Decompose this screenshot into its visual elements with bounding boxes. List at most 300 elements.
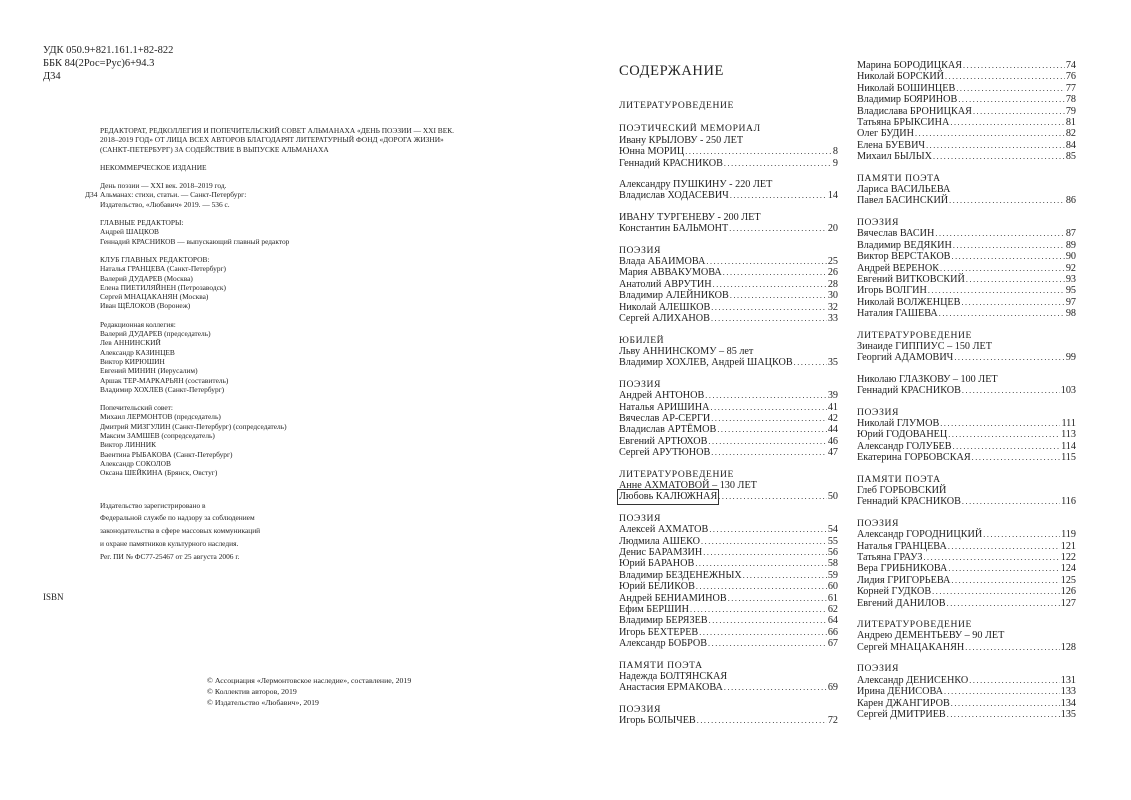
toc-entry-author: Николай АЛЕШКОВ — [619, 301, 711, 313]
toc-entry[interactable] — [857, 285, 1076, 296]
toc-entry-author: Владимир БОЯРИНОВ — [857, 94, 958, 106]
toc-entry-author: Владимир БЕРЯЗЕВ — [619, 615, 708, 627]
toc-subheading: Ивану КРЫЛОВУ - 250 ЛЕТ — [619, 134, 744, 146]
toc-page-number: 39 — [827, 390, 838, 402]
toc-entry-author: Евгений АРТЮХОВ — [619, 435, 708, 447]
toc-entry[interactable] — [619, 190, 838, 201]
toc-entry[interactable] — [857, 698, 1076, 709]
toc-entry-author: Владимир АЛЕЙНИКОВ — [619, 290, 729, 302]
toc-section — [857, 374, 1076, 397]
toc-leader-dots — [947, 709, 1060, 720]
toc-entry-author: Юнна МОРИЦ — [619, 146, 685, 158]
toc-page-number: 103 — [1060, 385, 1076, 397]
toc-entry[interactable] — [857, 429, 1076, 440]
toc-section-heading: ПОЭЗИЯ — [619, 378, 662, 390]
catalog-line: Альманах: стихи, статьи. — Санкт-Петербург: — [100, 190, 247, 200]
toc-entry-author: Вера ГРИБНИКОВА — [857, 563, 948, 575]
toc-section-heading: ПОЭЗИЯ — [857, 517, 900, 529]
toc-page-number: 14 — [827, 190, 838, 202]
trustee-member: Ваентина РЫБАКОВА (Санкт-Петербург) — [100, 449, 233, 459]
toc-section — [619, 469, 838, 503]
toc-entry[interactable] — [857, 128, 1076, 139]
author-mark: Д34 — [43, 71, 61, 82]
toc-entry[interactable] — [857, 529, 1076, 540]
toc-section — [619, 123, 838, 169]
toc-entry[interactable] — [857, 418, 1076, 429]
toc-leader-dots — [956, 83, 1065, 94]
toc-entry[interactable] — [857, 263, 1076, 274]
toc-page-number: 56 — [827, 547, 838, 558]
toc-entry[interactable] — [857, 352, 1076, 363]
toc-section-heading: ПОЭЗИЯ — [857, 216, 900, 228]
toc-subheading: Лариса ВАСИЛЬЕВА — [857, 184, 951, 196]
toc-entry[interactable] — [619, 638, 838, 649]
toc-entry[interactable] — [857, 297, 1076, 308]
toc-entry[interactable] — [619, 357, 838, 368]
toc-entry[interactable] — [619, 256, 838, 267]
toc-entry-author: Юрий ГОДОВАНЕЦ — [857, 429, 948, 441]
toc-leader-dots — [940, 418, 1060, 429]
toc-leader-dots — [706, 256, 826, 267]
isbn-label: ISBN — [43, 592, 64, 602]
toc-entry[interactable] — [619, 615, 838, 626]
toc-entry-author: Константин БАЛЬМОНТ — [619, 223, 729, 235]
toc-subheading: Николаю ГЛАЗКОВУ – 100 ЛЕТ — [857, 373, 998, 385]
toc-entry[interactable] — [619, 313, 838, 324]
toc-entry[interactable] — [857, 83, 1076, 94]
toc-entry[interactable] — [619, 223, 838, 234]
toc-entry[interactable] — [619, 413, 838, 424]
toc-subheading: Зинаиде ГИППИУС – 150 ЛЕТ — [857, 340, 992, 352]
toc-entry[interactable] — [619, 402, 838, 413]
toc-leader-dots — [962, 385, 1060, 396]
toc-page-number: 76 — [1065, 71, 1076, 83]
editor-name: Андрей ШАЦКОВ — [100, 227, 159, 237]
toc-entry[interactable] — [857, 274, 1076, 285]
toc-column-right — [857, 60, 1076, 720]
board-member: Владимир ХОХЛЕВ (Санкт-Петербург) — [100, 384, 225, 394]
toc-entry-author: Сергей АЛИХАНОВ — [619, 313, 710, 325]
toc-section — [619, 660, 838, 694]
copyright-block — [207, 676, 411, 708]
toc-entry-author: Андрей БЕНИАМИНОВ — [619, 592, 727, 604]
toc-page-number: 46 — [827, 435, 838, 447]
toc-entry-author: Лидия ГРИГОРЬЕВА — [857, 574, 951, 586]
trustee-member: Михаил ЛЕРМОНТОВ (председатель) — [100, 412, 221, 422]
toc-entry[interactable] — [857, 441, 1076, 452]
toc-entry-author: Геннадий КРАСНИКОВ — [619, 157, 723, 169]
toc-page-number: 98 — [1065, 308, 1076, 320]
toc-entry[interactable] — [857, 541, 1076, 552]
toc-leader-dots — [709, 615, 827, 626]
toc-entry[interactable] — [857, 106, 1076, 117]
toc-page-number: 134 — [1060, 697, 1076, 709]
catalog-entry — [85, 181, 520, 209]
toc-page-number: 9 — [832, 157, 838, 169]
toc-leader-dots — [685, 146, 832, 157]
toc-page-number: 119 — [1061, 529, 1076, 541]
trustee-member: Виктор ЛИННИК — [100, 440, 157, 450]
toc-leader-dots — [728, 593, 827, 604]
toc-leader-dots — [961, 297, 1064, 308]
toc-entry[interactable] — [857, 586, 1076, 597]
toc-entry-author: Игорь БОЛЫЧЕВ — [619, 715, 696, 727]
toc-entry-author: Людмила АШЕКО — [619, 535, 700, 547]
toc-entry[interactable] — [619, 491, 838, 502]
toc-entry[interactable] — [857, 496, 1076, 507]
acknowledgement-line: РЕДАКТОРАТ, РЕДКОЛЛЕГИЯ И ПОПЕЧИТЕЛЬСКИЙ СОВЕТ АЛЬМАНАХА «ДЕНЬ ПОЭЗИИ — XXI ВЕК. — [100, 126, 455, 135]
toc-entry[interactable] — [619, 436, 838, 447]
toc-leader-dots — [923, 552, 1059, 563]
toc-leader-dots — [730, 290, 827, 301]
toc-entry[interactable] — [857, 228, 1076, 239]
toc-entry-author: Павел БАСИНСКИЙ — [857, 195, 949, 207]
toc-entry[interactable] — [857, 251, 1076, 262]
toc-page-number: 95 — [1065, 285, 1076, 297]
toc-page-number: 121 — [1060, 540, 1076, 552]
toc-entry-author: Владислав ХОДАСЕВИЧ — [619, 190, 729, 202]
toc-entry-author: Евгений ВИТКОВСКИЙ — [857, 273, 965, 285]
copyright-line: © Коллектив авторов, 2019 — [207, 686, 297, 696]
acknowledgement-line: 2018–2019 ГОД» ОТ ЛИЦА ВСЕХ АВТОРОВ БЛАГОДАРЯТ ЛИТЕРАТУРНЫЙ ФОНД «ДОРОГА ЖИЗНИ» — [100, 135, 444, 145]
toc-section-heading: ПАМЯТИ ПОЭТА — [619, 659, 703, 671]
toc-page-number: 79 — [1065, 105, 1076, 117]
toc-entry-author: Владислава БРОНИЦКАЯ — [857, 105, 972, 117]
toc-leader-dots — [713, 279, 827, 290]
imprint-block — [85, 126, 520, 563]
toc-entry[interactable] — [857, 385, 1076, 396]
toc-entry-author: Александр ДЕНИСЕНКО — [857, 674, 969, 686]
toc-entry[interactable] — [857, 94, 1076, 105]
toc-entry[interactable] — [857, 709, 1076, 720]
toc-leader-dots — [953, 240, 1065, 251]
toc-entry-author: Елена БУЕВИЧ — [857, 139, 926, 151]
toc-page-number: 82 — [1065, 128, 1076, 140]
catalog-line: День поэзии — XXI век. 2018–2019 год. — [100, 181, 227, 191]
toc-entry[interactable] — [619, 267, 838, 278]
toc-entry-author: Наталья АРИШИНА — [619, 401, 710, 413]
toc-entry[interactable] — [857, 642, 1076, 653]
toc-entry[interactable] — [619, 524, 838, 535]
trustees-heading: Попечительский совет: — [100, 403, 173, 413]
toc-entry-author: Николай ВОЛЖЕНЦЕВ — [857, 296, 961, 308]
toc-entry[interactable] — [619, 558, 838, 569]
toc-leader-dots — [915, 128, 1065, 139]
toc-leader-dots — [724, 158, 832, 169]
toc-leader-dots — [966, 274, 1065, 285]
toc-page-number: 86 — [1065, 195, 1076, 207]
club-member: Наталья ГРАНЦЕВА (Санкт-Петербург) — [100, 264, 227, 274]
toc-section-heading: ЛИТЕРАТУРОВЕДЕНИЕ — [857, 329, 972, 341]
toc-entry[interactable] — [857, 598, 1076, 609]
toc-section — [619, 245, 838, 325]
toc-entry-author: Сергей МНАЦАКАНЯН — [857, 641, 965, 653]
editorial-board — [100, 320, 520, 394]
toc-section-heading: ПАМЯТИ ПОЭТА — [857, 473, 941, 485]
toc-leader-dots — [940, 263, 1065, 274]
toc-entry[interactable] — [619, 593, 838, 604]
toc-entry-author: Юрий БЕЛИКОВ — [619, 581, 695, 593]
trustee-member: Александр СОКОЛОВ — [100, 458, 171, 468]
toc-entry[interactable] — [857, 117, 1076, 128]
toc-page-number: 30 — [827, 290, 838, 302]
toc-page-number: 64 — [827, 615, 838, 627]
toc-entry-author: Татьяна БРЫКСИНА — [857, 117, 950, 129]
toc-entry-author: Геннадий КРАСНИКОВ — [857, 496, 961, 508]
toc-entry-author: Юрий БАРАНОВ — [619, 558, 695, 570]
toc-entry[interactable] — [857, 71, 1076, 82]
toc-leader-dots — [695, 558, 826, 569]
toc-page-number: 81 — [1065, 117, 1076, 129]
toc-page-number: 85 — [1065, 151, 1076, 163]
toc-entry[interactable] — [857, 563, 1076, 574]
toc-entry[interactable] — [857, 140, 1076, 151]
toc-page-number: 55 — [827, 535, 838, 547]
toc-leader-dots — [705, 390, 827, 401]
acknowledgement — [100, 126, 520, 154]
toc-entry-author: Александр БОБРОВ — [619, 638, 708, 650]
toc-leader-dots — [711, 447, 827, 458]
board-member: Лев АННИНСКИЙ — [100, 338, 161, 348]
chief-editors — [100, 218, 520, 246]
toc-entry[interactable] — [619, 290, 838, 301]
toc-entry[interactable] — [619, 424, 838, 435]
toc-page-number: 93 — [1065, 273, 1076, 285]
trustee-member: Оксана ШЕЙКИНА (Брянск, Овстуг) — [100, 468, 218, 478]
toc-entry[interactable] — [619, 447, 838, 458]
toc-leader-dots — [709, 524, 827, 535]
toc-subheading: Глеб ГОРБОВСКИЙ — [857, 485, 947, 496]
toc-entry[interactable] — [619, 570, 838, 581]
toc-entry[interactable] — [619, 581, 838, 592]
toc-page-number: 50 — [827, 491, 838, 503]
toc-section-heading: ЛИТЕРАТУРОВЕДЕНИЕ — [619, 468, 734, 480]
toc-section — [619, 100, 838, 111]
toc-entry-author: Наталия ГАШЕВА — [857, 308, 938, 320]
toc-entry[interactable] — [619, 627, 838, 638]
toc-entry-author: Татьяна ГРАУЗ — [857, 552, 923, 564]
toc-entry-author: Владимир ВЕДЯКИН — [857, 239, 952, 251]
toc-page-number: 77 — [1065, 82, 1076, 94]
toc-entry-author: Влада АБАИМОВА — [619, 256, 706, 268]
club-member: Валерий ДУДАРЕВ (Москва) — [100, 273, 193, 283]
toc-page-number: 97 — [1065, 296, 1076, 308]
toc-leader-dots — [711, 413, 827, 424]
toc-section-heading: ПАМЯТИ ПОЭТА — [857, 172, 941, 184]
toc-entry[interactable] — [619, 158, 838, 169]
toc-section — [857, 173, 1076, 207]
toc-leader-dots — [945, 71, 1065, 82]
bbk-code: ББК 84(2Рос=Рус)6+94.3 — [43, 58, 155, 69]
toc-page-number: 115 — [1061, 452, 1076, 464]
toc-entry-author: Александр ГОРОДНИЦКИЙ — [857, 529, 983, 541]
toc-entry-author: Геннадий КРАСНИКОВ — [857, 385, 961, 397]
toc-leader-dots — [933, 151, 1065, 162]
board-member: Евгений МИНИН (Иерусалим) — [100, 366, 198, 376]
toc-leader-dots — [948, 563, 1059, 574]
toc-entry-author: Евгений ДАНИЛОВ — [857, 597, 946, 609]
toc-entry-author-highlighted: Любовь КАЛЮЖНАЯ — [619, 491, 718, 503]
noncommercial-label: НЕКОММЕРЧЕСКОЕ ИЗДАНИЕ — [100, 162, 207, 172]
toc-page-number: 131 — [1060, 674, 1076, 686]
copyright-line: © Издательство «Любавич», 2019 — [207, 697, 319, 707]
toc-page-number: 42 — [827, 412, 838, 424]
toc-leader-dots — [965, 642, 1059, 653]
toc-section — [619, 379, 838, 459]
toc-entry-author: Александр ГОЛУБЕВ — [857, 440, 952, 452]
toc-entry-author: Вячеслав АР-СЕРГИ — [619, 412, 711, 424]
toc-entry-author: Мария АВВАКУМОВА — [619, 267, 722, 279]
toc-page-number: 92 — [1065, 262, 1076, 274]
toc-entry[interactable] — [619, 302, 838, 313]
toc-page-number: 89 — [1065, 239, 1076, 251]
toc-leader-dots — [953, 441, 1061, 452]
toc-section — [619, 335, 838, 369]
toc-section-heading: ПОЭЗИЯ — [857, 406, 900, 418]
toc-leader-dots — [708, 436, 826, 447]
club-heading: КЛУБ ГЛАВНЫХ РЕДАКТОРОВ: — [100, 254, 210, 264]
toc-subheading: ИВАНУ ТУРГЕНЕВУ - 200 ЛЕТ — [619, 211, 761, 223]
toc-leader-dots — [697, 715, 827, 726]
toc-page-number: 26 — [827, 267, 838, 279]
toc-entry-author: Михаил БЫЛЫХ — [857, 151, 932, 163]
toc-section-heading: ПОЭЗИЯ — [619, 512, 662, 524]
toc-leader-dots — [983, 529, 1060, 540]
toc-page-number: 135 — [1060, 708, 1076, 720]
toc-page-number: 133 — [1060, 686, 1076, 698]
toc-section — [619, 179, 838, 202]
toc-leader-dots — [701, 536, 827, 547]
toc-entry[interactable] — [857, 60, 1076, 71]
toc-leader-dots — [711, 313, 827, 324]
toc-entry[interactable] — [619, 604, 838, 615]
acknowledgement-line: (САНКТ-ПЕТЕРБУРГ) ЗА СОДЕЙСТВИЕ В ВЫПУСКЕ АЛЬМАНАХА — [100, 144, 329, 154]
toc-entry[interactable] — [857, 575, 1076, 586]
toc-page-number: 116 — [1061, 496, 1076, 508]
toc-entry-author: Алексей АХМАТОВ — [619, 524, 709, 536]
toc-entry[interactable] — [857, 686, 1076, 697]
toc-section — [619, 513, 838, 650]
toc-entry[interactable] — [857, 151, 1076, 162]
toc-page-number: 114 — [1061, 440, 1076, 452]
toc-leader-dots — [954, 352, 1065, 363]
toc-entry-author: Андрей АНТОНОВ — [619, 390, 705, 402]
toc-page-number: 125 — [1060, 574, 1076, 586]
toc-entry-author: Вячеслав ВАСИН — [857, 228, 935, 240]
toc-page-number: 33 — [827, 313, 838, 325]
toc-entry-author: Владислав АРТЁМОВ — [619, 424, 717, 436]
toc-entry[interactable] — [857, 308, 1076, 319]
toc-page-number: 41 — [827, 401, 838, 413]
toc-leader-dots — [718, 491, 827, 502]
toc-entry[interactable] — [857, 195, 1076, 206]
toc-section — [857, 330, 1076, 364]
board-member: Аршак ТЕР-МАРКАРЬЯН (составитель) — [100, 375, 229, 385]
trustees-council — [100, 403, 520, 477]
toc-entry-author: Сергей АРУТЮНОВ — [619, 447, 711, 459]
toc-page-number: 69 — [827, 682, 838, 694]
toc-page-number: 47 — [827, 447, 838, 459]
toc-entry[interactable] — [619, 279, 838, 290]
toc-page-number: 74 — [1065, 60, 1076, 71]
udc-code: УДК 050.9+821.161.1+82-822 — [43, 45, 174, 56]
toc-leader-dots — [958, 94, 1065, 105]
toc-entry-author: Екатерина ГОРБОВСКАЯ — [857, 452, 971, 464]
toc-page-number: 99 — [1065, 352, 1076, 364]
toc-entry-author: Владимир БЕЗДЕНЕЖНЫХ — [619, 569, 742, 581]
toc-page-number: 67 — [827, 638, 838, 650]
toc-entry-author: Ирина ДЕНИСОВА — [857, 686, 943, 698]
toc-leader-dots — [926, 140, 1065, 151]
toc-entry[interactable] — [619, 390, 838, 401]
toc-leader-dots — [972, 452, 1060, 463]
toc-entry[interactable] — [619, 682, 838, 693]
toc-entry[interactable] — [619, 547, 838, 558]
toc-leader-dots — [711, 402, 827, 413]
toc-section — [619, 212, 838, 235]
registration-line: Федеральной службе по надзору за соблюдением — [100, 513, 255, 523]
toc-leader-dots — [724, 682, 827, 693]
toc-section — [857, 619, 1076, 653]
toc-subheading: Андрею ДЕМЕНТЬЕВУ – 90 ЛЕТ — [857, 630, 1005, 642]
toc-entry[interactable] — [857, 452, 1076, 463]
toc-entry[interactable] — [619, 715, 838, 726]
toc-page-number: 122 — [1060, 552, 1076, 564]
club-member: Сергей МНАЦАКАНЯН (Москва) — [100, 292, 209, 302]
toc-column-left — [619, 100, 838, 727]
toc-entry-author: Наталья ГРАНЦЕВА — [857, 540, 947, 552]
toc-entry-author: Анатолий АВРУТИН — [619, 278, 712, 290]
board-member: Александр КАЗИНЦЕВ — [100, 347, 175, 357]
editors-club — [100, 255, 520, 311]
toc-section — [857, 474, 1076, 508]
toc-leader-dots — [949, 195, 1065, 206]
toc-section-heading: ПОЭЗИЯ — [619, 244, 662, 256]
toc-page-number: 126 — [1060, 586, 1076, 598]
toc-page-number: 60 — [827, 581, 838, 593]
toc-leader-dots — [951, 251, 1064, 262]
toc-leader-dots — [717, 424, 826, 435]
toc-entry[interactable] — [619, 146, 838, 157]
toc-entry-author: Карен ДЖАНГИРОВ — [857, 697, 950, 709]
toc-section-heading: ЮБИЛЕЙ — [619, 334, 665, 346]
toc-entry[interactable] — [857, 240, 1076, 251]
toc-page-number: 84 — [1065, 139, 1076, 151]
registration-line: Издательство зарегистрировано в — [100, 500, 206, 510]
toc-leader-dots — [794, 357, 827, 368]
toc-leader-dots — [969, 675, 1059, 686]
toc-page-number: 111 — [1061, 417, 1076, 429]
toc-page-number: 128 — [1060, 641, 1076, 653]
toc-entry-author: Владимир ХОХЛЕВ, Андрей ШАЦКОВ — [619, 357, 793, 369]
toc-leader-dots — [973, 106, 1065, 117]
toc-leader-dots — [935, 228, 1064, 239]
toc-entry-author: Виктор ВЕРСТАКОВ — [857, 251, 951, 263]
club-member: Елена ПИЕТИЛЯЙНЕН (Петрозаводск) — [100, 282, 226, 292]
toc-entry[interactable] — [619, 536, 838, 547]
toc-page-number: 59 — [827, 569, 838, 581]
toc-subheading: Александру ПУШКИНУ - 220 ЛЕТ — [619, 179, 773, 191]
toc-entry[interactable] — [857, 675, 1076, 686]
toc-page-number: 61 — [827, 592, 838, 604]
toc-entry[interactable] — [857, 552, 1076, 563]
toc-page-number: 54 — [827, 524, 838, 536]
toc-leader-dots — [743, 570, 827, 581]
board-member: Валерий ДУДАРЕВ (председатель) — [100, 329, 211, 339]
toc-leader-dots — [963, 60, 1065, 71]
toc-section-heading: ПОЭЗИЯ — [857, 663, 900, 675]
copyright-line: © Ассоциация «Лермонтовское наследие», составление, 2019 — [207, 676, 412, 685]
